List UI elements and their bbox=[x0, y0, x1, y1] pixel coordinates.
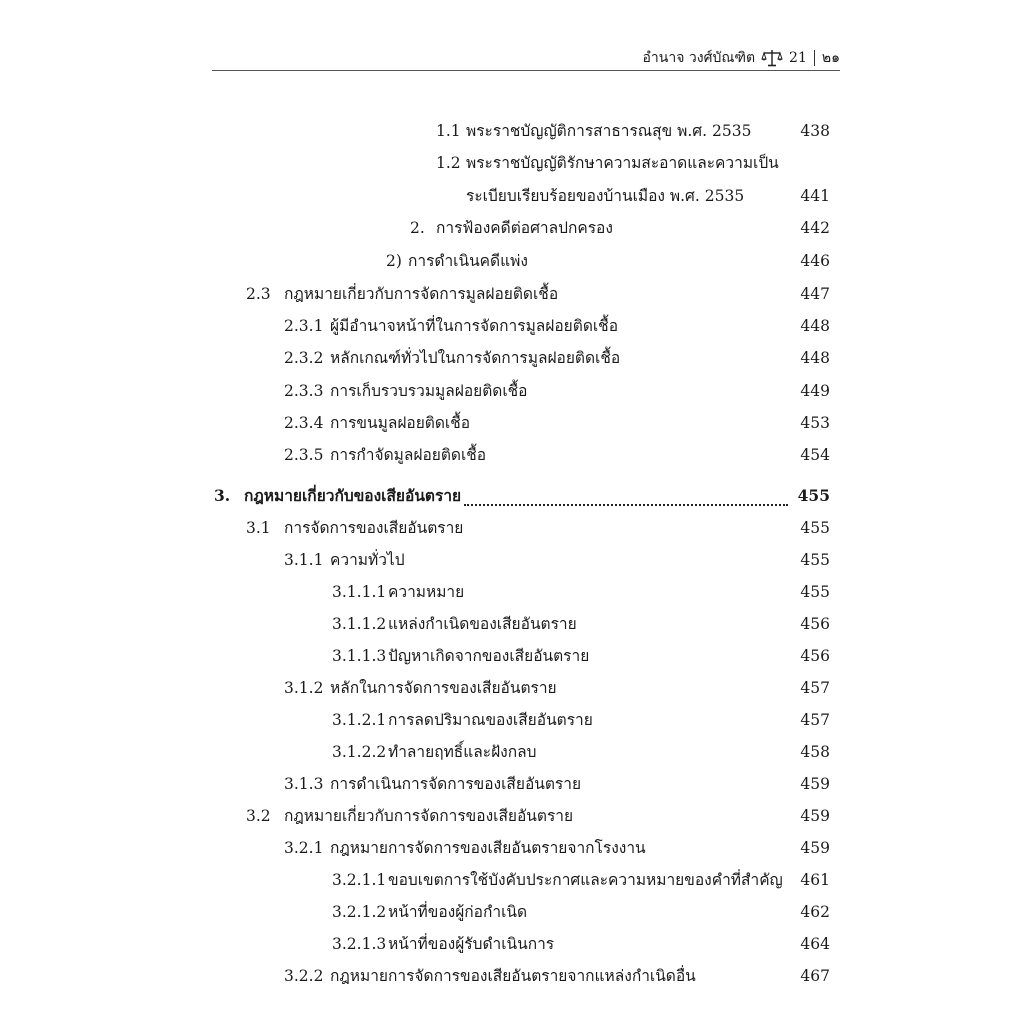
toc-entry-page: 458 bbox=[800, 743, 830, 761]
toc-entry-number: 3.2.2 bbox=[284, 967, 324, 985]
toc-entry-number: 3.1.3 bbox=[284, 775, 324, 793]
toc-entry-page: 459 bbox=[800, 775, 830, 793]
toc-entry-title: กฎหมายเกี่ยวกับการจัดการของเสียอันตราย bbox=[284, 807, 574, 825]
toc-entry-page: 448 bbox=[800, 317, 830, 335]
toc-entry-number: 3.1.1.2 bbox=[332, 615, 387, 633]
toc-entry-title: หน้าที่ของผู้ก่อกำเนิด bbox=[388, 903, 528, 921]
author-name: อำนาจ วงศ์บัณฑิต bbox=[642, 50, 756, 66]
toc-entry-number: 3.1.2.2 bbox=[332, 743, 387, 761]
toc-entry-page: 447 bbox=[800, 285, 830, 303]
page-number-arabic: 21 bbox=[789, 50, 807, 66]
toc-entry-page: 448 bbox=[800, 349, 830, 367]
toc-entry-page: 442 bbox=[800, 219, 830, 237]
toc-entry-number: 1.1 bbox=[436, 122, 461, 140]
toc-entry-page: 455 bbox=[800, 551, 830, 569]
page-number-thai: ๒๑ bbox=[821, 50, 840, 66]
toc-entry-number: 2.3.3 bbox=[284, 382, 324, 400]
toc-entry-title: พระราชบัญญัติรักษาความสะอาดและความเป็น bbox=[466, 154, 779, 172]
toc-entry-page: 441 bbox=[800, 187, 830, 205]
toc-entry-page: 454 bbox=[800, 446, 830, 464]
toc-entry-page: 455 bbox=[800, 583, 830, 601]
toc-entry-number: 3.2.1 bbox=[284, 839, 324, 857]
toc-entry-number: 2.3 bbox=[246, 285, 271, 303]
toc-entry-title: กฎหมายการจัดการของเสียอันตรายจากโรงงาน bbox=[330, 839, 646, 857]
toc-entry-number: 2.3.4 bbox=[284, 414, 324, 432]
toc-entry-title: ระเบียบเรียบร้อยของบ้านเมือง พ.ศ. 2535 bbox=[466, 187, 745, 205]
toc-entry-number: 3.1.2.1 bbox=[332, 711, 387, 729]
toc-entry-number: 3.1.1.3 bbox=[332, 647, 387, 665]
toc-entry-page: 459 bbox=[800, 839, 830, 857]
toc-entry-title: การขนมูลฝอยติดเชื้อ bbox=[330, 414, 471, 432]
toc-entry-number: 2.3.5 bbox=[284, 446, 324, 464]
toc-entry-title: ผู้มีอำนาจหน้าที่ในการจัดการมูลฝอยติดเชื้อ bbox=[330, 317, 619, 335]
toc-entry-page: 464 bbox=[800, 935, 830, 953]
toc-entry-title: การดำเนินคดีแพ่ง bbox=[408, 252, 528, 270]
toc-entry-page: 459 bbox=[800, 807, 830, 825]
toc-entry-title: กฎหมายเกี่ยวกับของเสียอันตราย bbox=[244, 486, 462, 505]
toc-entry-page: 456 bbox=[800, 647, 830, 665]
toc-entry-title: การฟ้องคดีต่อศาลปกครอง bbox=[436, 219, 613, 237]
toc-entry-number: 3.2.1.2 bbox=[332, 903, 387, 921]
toc-entry-page: 449 bbox=[800, 382, 830, 400]
toc-entry-number: 3.1.1 bbox=[284, 551, 324, 569]
toc-entry-title: ขอบเขตการใช้บังคับประกาศและความหมายของคำที่สำคัญ bbox=[388, 871, 783, 889]
toc-entry-page: 455 bbox=[800, 519, 830, 537]
toc-entry-number: 3.2.1.1 bbox=[332, 871, 387, 889]
toc-entry-title: ความทั่วไป bbox=[330, 551, 405, 569]
toc-entry-page: 446 bbox=[800, 252, 830, 270]
toc-entry-number: 3.2.1.3 bbox=[332, 935, 387, 953]
toc-chapter-entry bbox=[214, 484, 790, 508]
toc-entry-page: 467 bbox=[800, 967, 830, 985]
toc-entry-page: 453 bbox=[800, 414, 830, 432]
toc-entry-number: 3.1 bbox=[246, 519, 271, 537]
toc-entry-title: แหล่งกำเนิดของเสียอันตราย bbox=[388, 615, 577, 633]
toc-entry-number: 3.1.2 bbox=[284, 679, 324, 697]
toc-entry-title: การดำเนินการจัดการของเสียอันตราย bbox=[330, 775, 582, 793]
toc-entry-number: 1.2 bbox=[436, 154, 461, 172]
toc-entry-title: หน้าที่ของผู้รับดำเนินการ bbox=[388, 935, 555, 953]
toc-entry-number: 3.2 bbox=[246, 807, 271, 825]
toc-entry-page: 455 bbox=[797, 486, 830, 505]
toc-entry-title: การกำจัดมูลฝอยติดเชื้อ bbox=[330, 446, 487, 464]
toc-entry-title: การเก็บรวบรวมมูลฝอยติดเชื้อ bbox=[330, 382, 528, 400]
toc-entry-title: ทำลายฤทธิ์และฝังกลบ bbox=[388, 743, 537, 761]
toc-entry-page: 461 bbox=[800, 871, 830, 889]
toc-entry-page: 438 bbox=[800, 122, 830, 140]
toc-entry-title: การลดปริมาณของเสียอันตราย bbox=[388, 711, 593, 729]
toc-entry-title: การจัดการของเสียอันตราย bbox=[284, 519, 464, 537]
toc-entry-page: 457 bbox=[800, 679, 830, 697]
toc-entry-number: 2.3.2 bbox=[284, 349, 324, 367]
toc-entry-title: ปัญหาเกิดจากของเสียอันตราย bbox=[388, 647, 590, 665]
toc-entry-number: 2.3.1 bbox=[284, 317, 324, 335]
dot-leader bbox=[464, 492, 788, 506]
toc-entry-page: 462 bbox=[800, 903, 830, 921]
toc-entry-title: ความหมาย bbox=[388, 583, 465, 601]
toc-entry-title: หลักเกณฑ์ทั่วไปในการจัดการมูลฝอยติดเชื้อ bbox=[330, 349, 621, 367]
toc-entry-number: 2) bbox=[386, 252, 402, 270]
toc-entry-page: 457 bbox=[800, 711, 830, 729]
toc-entry-number: 2. bbox=[410, 219, 425, 237]
toc-entry-title: พระราชบัญญัติการสาธารณสุข พ.ศ. 2535 bbox=[466, 122, 752, 140]
toc-entry-number: 3.1.1.1 bbox=[332, 583, 387, 601]
toc-entry-number: 3. bbox=[214, 486, 231, 505]
toc-entry-title: หลักในการจัดการของเสียอันตราย bbox=[330, 679, 557, 697]
toc-entry-title: กฎหมายเกี่ยวกับการจัดการมูลฝอยติดเชื้อ bbox=[284, 285, 559, 303]
toc-entry-page: 456 bbox=[800, 615, 830, 633]
toc-entry-title: กฎหมายการจัดการของเสียอันตรายจากแหล่งกำเนิดอื่น bbox=[330, 967, 696, 985]
